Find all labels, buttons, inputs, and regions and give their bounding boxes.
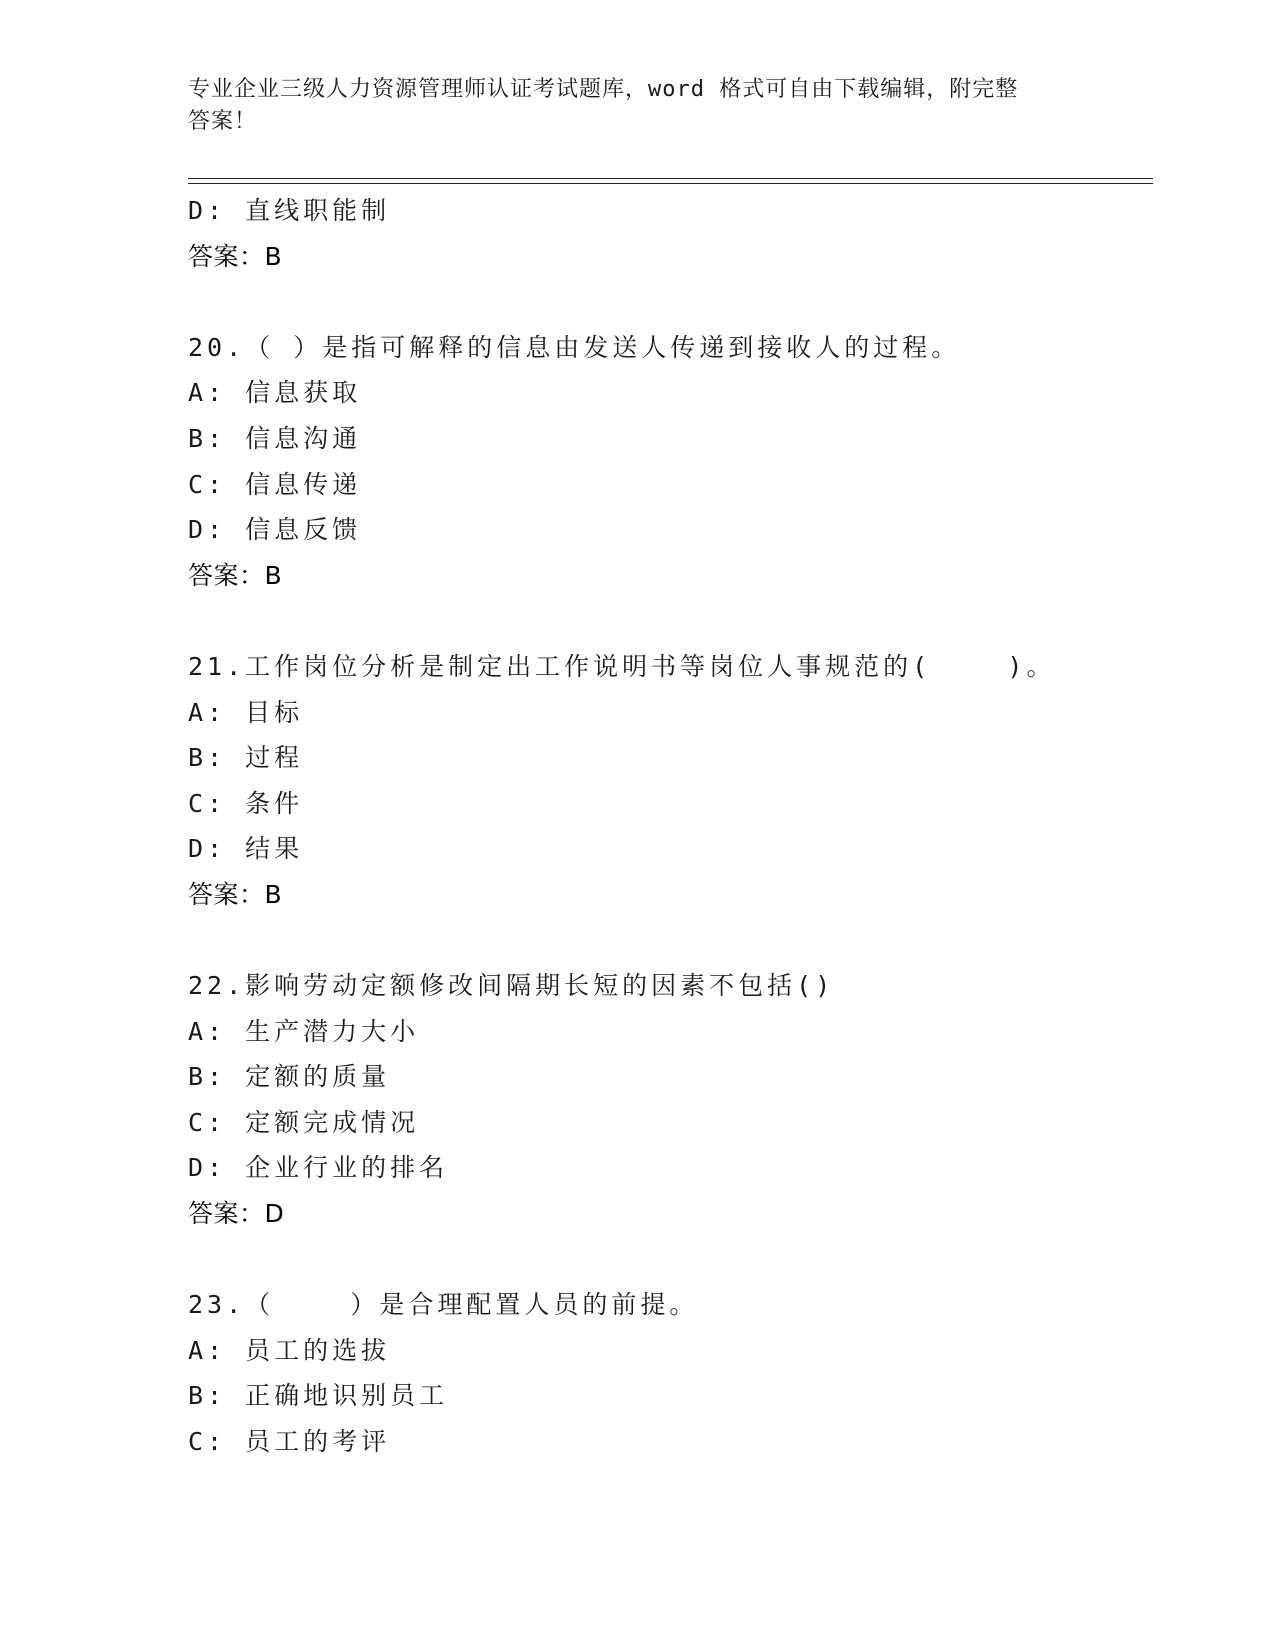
answer-line: 答案：D xyxy=(188,1199,285,1229)
question-text: 22.影响劳动定额修改间隔期长短的因素不包括() xyxy=(188,971,835,1001)
spacer xyxy=(188,1237,1148,1283)
question-block-21 xyxy=(188,644,1148,918)
option-d: D: 企业行业的排名 xyxy=(188,1153,449,1183)
question-block-23 xyxy=(188,1282,1148,1464)
option-b: B: 定额的质量 xyxy=(188,1062,391,1092)
header-divider-top xyxy=(188,178,1153,179)
option-d: D: 信息反馈 xyxy=(188,515,362,545)
spacer xyxy=(188,598,1148,644)
question-block-20 xyxy=(188,325,1148,599)
option-d: D: 结果 xyxy=(188,834,304,864)
option-b: B: 信息沟通 xyxy=(188,423,362,453)
question-text: 20.（ ）是指可解释的信息由发送人传递到接收人的过程。 xyxy=(188,332,961,362)
option-a: A: 目标 xyxy=(188,697,304,727)
header-line-1: 专业企业三级人力资源管理师认证考试题库，word 格式可自由下载编辑，附完整 xyxy=(188,77,1019,102)
header-line-2: 答案！ xyxy=(188,109,258,134)
document-header xyxy=(188,74,1088,138)
question-block-19 xyxy=(188,188,1148,279)
option-c: C: 条件 xyxy=(188,788,304,818)
question-list xyxy=(188,188,1148,1465)
answer-line: 答案：B xyxy=(188,241,283,271)
header-divider-bottom xyxy=(188,183,1153,184)
option-a: A: 员工的选拔 xyxy=(188,1335,391,1365)
option-a: A: 生产潜力大小 xyxy=(188,1016,420,1046)
option-a: A: 信息获取 xyxy=(188,378,362,408)
option-d: D: 直线职能制 xyxy=(188,196,391,225)
option-b: B: 过程 xyxy=(188,743,304,773)
answer-line: 答案：B xyxy=(188,879,283,909)
option-b: B: 正确地识别员工 xyxy=(188,1381,449,1411)
answer-line: 答案：B xyxy=(188,560,283,590)
option-c: C: 定额完成情况 xyxy=(188,1107,420,1137)
option-c: C: 员工的考评 xyxy=(188,1427,391,1457)
question-text: 23.（ ）是合理配置人员的前提。 xyxy=(188,1290,699,1320)
question-text: 21.工作岗位分析是制定出工作说明书等岗位人事规范的( )。 xyxy=(188,651,1056,681)
option-c: C: 信息传递 xyxy=(188,469,362,499)
spacer xyxy=(188,918,1148,964)
question-block-22 xyxy=(188,963,1148,1237)
spacer xyxy=(188,279,1148,325)
